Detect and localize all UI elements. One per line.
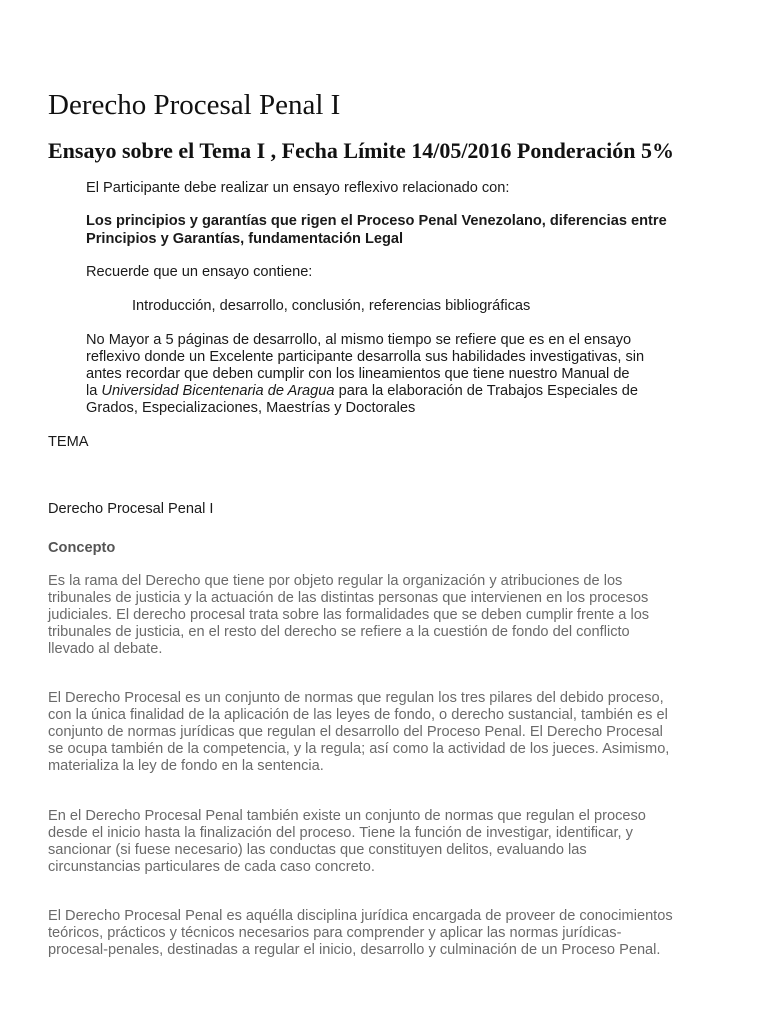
paragraph-1 bbox=[48, 573, 649, 658]
paragraph-line: con la única finalidad de la aplicación de las leyes de fondo, o derecho sustancial, también es el bbox=[48, 707, 668, 723]
essay-topic-line-2: Principios y Garantías, fundamentación Legal bbox=[86, 230, 404, 247]
paragraph-line: tribunales de justicia y la actuación de las distintas personas que intervienen en los procesos bbox=[48, 590, 649, 606]
paragraph-line: se ocupa también de la competencia, y la regula; así como la actividad de los jueces. Asimismo, bbox=[48, 741, 670, 757]
paragraph-line: circunstancias particulares de cada caso concreto. bbox=[48, 859, 375, 875]
paragraph-line: desde el inicio hasta la finalización del proceso. Tiene la función de investigar, identificar, y bbox=[48, 825, 633, 841]
paragraph-line: sancionar (si fuese necesario) las conductas que constituyen delitos, evaluando las bbox=[48, 842, 587, 858]
paragraph-line: conjunto de normas jurídicas que regulan el desarrollo del Proceso Penal. El Derecho Procesal bbox=[48, 724, 663, 740]
paragraph-line: procesal-penales, destinadas a regular el inicio, desarrollo y culminación de un Proceso Penal. bbox=[48, 942, 661, 958]
paragraph-line: llevado al debate. bbox=[48, 641, 163, 657]
paragraph-line: El Derecho Procesal es un conjunto de normas que regulan los tres pilares del debido proceso, bbox=[48, 690, 664, 706]
paragraph-line: tribunales de justicia, en el resto del derecho se refiere a la cuestión de fondo del conflicto bbox=[48, 624, 630, 640]
essay-topic bbox=[86, 213, 667, 248]
length-line-4-pre: la bbox=[86, 383, 102, 399]
paragraph-line: materializa la ley de fondo en la sentencia. bbox=[48, 758, 324, 774]
paragraph-4 bbox=[48, 908, 673, 959]
paragraph-line: teóricos, prácticos y técnicos necesarios para comprender y aplicar las normas jurídicas- bbox=[48, 925, 622, 941]
paragraph-3 bbox=[48, 808, 646, 876]
paragraph-line: En el Derecho Procesal Penal también existe un conjunto de normas que regulan el proceso bbox=[48, 808, 646, 824]
instructions-intro: El Participante debe realizar un ensayo reflexivo relacionado con: bbox=[86, 180, 510, 196]
length-line-4-post: para la elaboración de Trabajos Especiales de bbox=[334, 383, 638, 399]
length-line-1: No Mayor a 5 páginas de desarrollo, al mismo tiempo se refiere que es en el ensayo bbox=[86, 332, 632, 348]
university-name: Universidad Bicentenaria de Aragua bbox=[101, 383, 335, 399]
paragraph-line: judiciales. El derecho procesal trata sobre las formalidades que se deben cumplir frente a los bbox=[48, 607, 650, 623]
length-line-2: reflexivo donde un Excelente participante desarrolla sus habilidades investigativas, sin bbox=[86, 349, 645, 365]
paragraph-2 bbox=[48, 690, 669, 775]
essay-parts: Introducción, desarrollo, conclusión, referencias bibliográficas bbox=[132, 298, 531, 314]
section-title: Derecho Procesal Penal I bbox=[48, 501, 214, 517]
essay-topic-line-1: Los principios y garantías que rigen el Proceso Penal Venezolano, diferencias entre bbox=[86, 213, 667, 229]
length-requirements bbox=[86, 332, 644, 417]
paragraph-line: El Derecho Procesal Penal es aquélla disciplina jurídica encargada de proveer de conocimientos bbox=[48, 908, 673, 924]
length-line-5: Grados, Especializaciones, Maestrías y Doctorales bbox=[86, 400, 416, 416]
assignment-subtitle: Ensayo sobre el Tema I , Fecha Límite 14/05/2016 Ponderación 5% bbox=[48, 138, 674, 163]
essay-reminder: Recuerde que un ensayo contiene: bbox=[86, 264, 313, 280]
paragraph-line: Es la rama del Derecho que tiene por objeto regular la organización y atribuciones de los bbox=[48, 573, 623, 589]
length-line-3: antes recordar que deben cumplir con los lineamientos que tiene nuestro Manual de bbox=[86, 366, 630, 382]
concept-heading: Concepto bbox=[48, 540, 116, 556]
tema-label: TEMA bbox=[48, 434, 89, 450]
document-title: Derecho Procesal Penal I bbox=[48, 89, 341, 121]
